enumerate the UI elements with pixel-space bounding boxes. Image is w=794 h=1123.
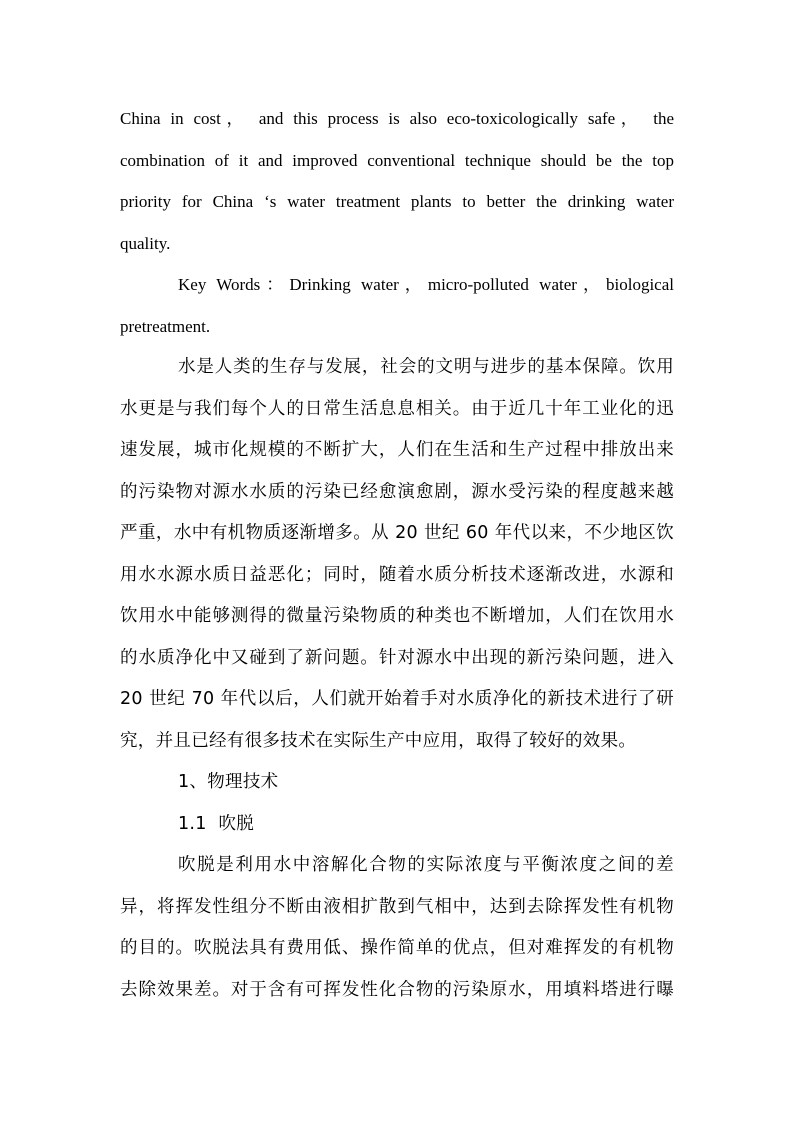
abstract-line: combination of it and improved conventional technique should be the top [120,150,674,170]
section-heading-physical-tech: 1、物理技术 [178,772,279,792]
intro-line: 的污染物对源水水质的污染已经愈演愈剧，源水受污染的程度越来越 [120,481,674,502]
intro-line: 20 世纪 70 年代以后，人们就开始着手对水质净化的新技术进行了研 [120,689,674,709]
stripping-line: 异，将挥发性组分不断由液相扩散到气相中，达到去除挥发性有机物 [120,896,674,917]
intro-paragraph [120,347,674,762]
abstract-line: quality. [120,233,171,253]
subsection-heading-stripping: 1.1 吹脱 [178,813,255,834]
abstract-tail [120,98,674,264]
intro-line: 究，并且已经有很多技术在实际生产中应用，取得了较好的效果。 [120,730,637,751]
intro-line: 水是人类的生存与发展，社会的文明与进步的基本保障。饮用 [178,357,674,377]
abstract-line: priority for China ‘s water treatment plants to better the drinking water [120,192,674,211]
intro-line: 严重，水中有机物质逐渐增多。从 20 世纪 60 年代以来，不少地区饮 [120,523,674,543]
stripping-paragraph [120,845,674,1011]
stripping-line: 去除效果差。对于含有可挥发性化合物的污染原水，用填料塔进行曝 [120,979,674,1000]
stripping-line: 吹脱是利用水中溶解化合物的实际浓度与平衡浓度之间的差 [178,855,674,875]
intro-line: 饮用水中能够测得的微量污染物质的种类也不断增加，人们在饮用水 [120,606,674,626]
keywords-line: Key Words：Drinking water，micro-polluted water，biological [178,275,674,294]
stripping-line: 的目的。吹脱法具有费用低、操作简单的优点，但对难挥发的有机物 [120,938,674,958]
intro-line: 水更是与我们每个人的日常生活息息相关。由于近几十年工业化的迅 [120,398,674,419]
keywords-line: pretreatment. [120,316,211,336]
intro-line: 用水水源水质日益恶化；同时，随着水质分析技术逐渐改进，水源和 [120,564,674,585]
intro-line: 速发展，城市化规模的不断扩大，人们在生活和生产过程中排放出来 [120,440,674,460]
keywords-paragraph [120,264,674,347]
document-page [120,98,674,1011]
abstract-line: China in cost， and this process is also eco-toxicologically safe， the [120,109,674,128]
intro-line: 的水质净化中又碰到了新问题。针对源水中出现的新污染问题，进入 [120,647,674,668]
